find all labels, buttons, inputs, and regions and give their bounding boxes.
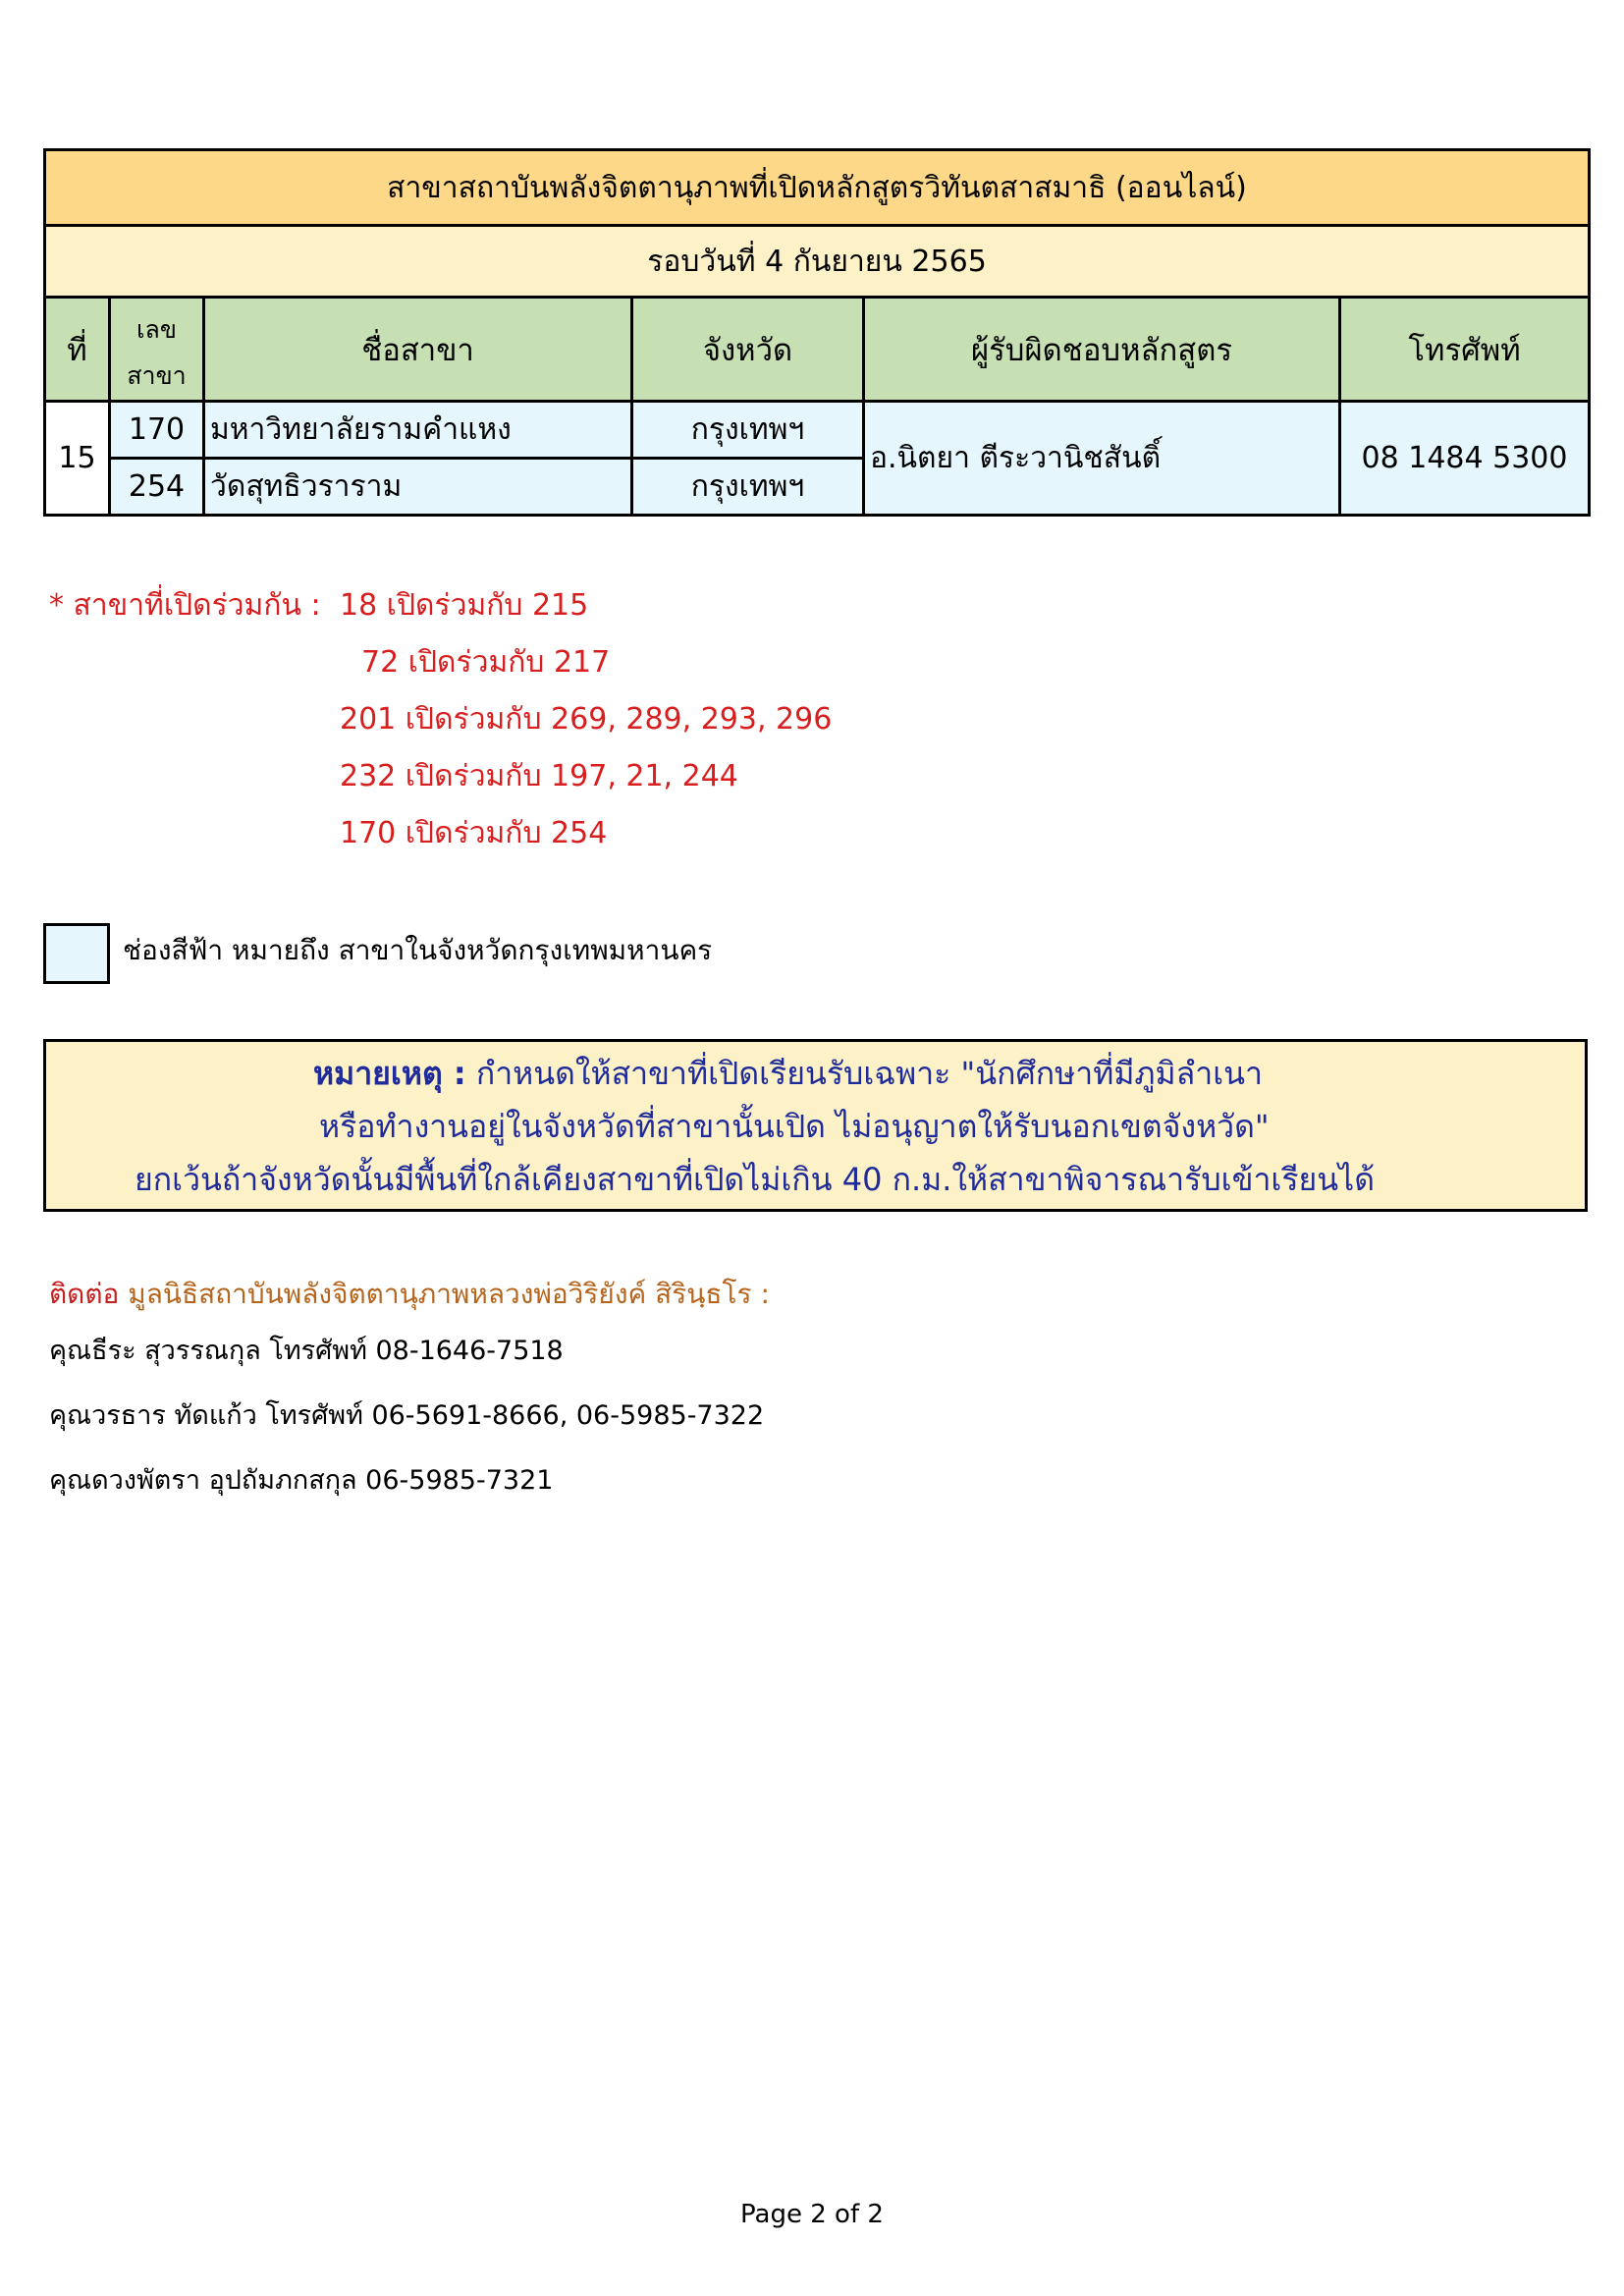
contact-heading <box>49 1269 770 1320</box>
joint-branches-label: * สาขาที่เปิดร่วมกัน : <box>49 588 321 623</box>
header-province: จังหวัด <box>632 298 864 402</box>
header-responsible: ผู้รับผิดชอบหลักสูตร <box>864 298 1340 402</box>
cell-branch-name: มหาวิทยาลัยรามคำแหง <box>204 402 632 459</box>
header-branch-no <box>110 298 204 402</box>
joint-line: 232 เปิดร่วมกับ 197, 21, 244 <box>340 759 738 793</box>
remark-line-1 <box>313 1048 1263 1099</box>
header-branch-no-line2: สาขา <box>127 360 187 390</box>
header-phone: โทรศัพท์ <box>1340 298 1590 402</box>
contact-person: คุณธีระ สุวรรณกุล โทรศัพท์ 08-1646-7518 <box>49 1336 564 1366</box>
cell-branch-name: วัดสุทธิวราราม <box>204 459 632 516</box>
remark-text-1: กำหนดให้สาขาที่เปิดเรียนรับเฉพาะ "นักศึกษาที่มีภูมิลำเนา <box>475 1055 1263 1092</box>
cell-branch-no: 254 <box>110 459 204 516</box>
cell-province: กรุงเทพฯ <box>632 459 864 516</box>
legend-swatch <box>43 923 110 984</box>
page-number: Page 2 of 2 <box>740 2200 884 2229</box>
contact-person: คุณดวงพัตรา อุปถัมภกสกุล 06-5985-7321 <box>49 1465 554 1496</box>
remark-line-2: หรือทำงานอยู่ในจังหวัดที่สาขานั้นเปิด ไม่อนุญาตให้รับนอกเขตจังหวัด" <box>319 1108 1270 1145</box>
table-row <box>45 402 1590 459</box>
cell-province: กรุงเทพฯ <box>632 402 864 459</box>
cell-group-no: 15 <box>45 402 110 516</box>
header-branch-no-line1: เลข <box>136 314 177 344</box>
header-no: ที่ <box>45 298 110 402</box>
joint-line: 201 เปิดร่วมกับ 269, 289, 293, 296 <box>340 702 833 737</box>
joint-line: 18 เปิดร่วมกับ 215 <box>340 588 589 623</box>
table-title: สาขาสถาบันพลังจิตตานุภาพที่เปิดหลักสูตรวิทันตสาสมาธิ (ออนไลน์) <box>45 150 1590 226</box>
branch-table <box>43 148 1591 517</box>
remark-line-3: ยกเว้นถ้าจังหวัดนั้นมีพื้นที่ใกล้เคียงสาขาที่เปิดไม่เกิน 40 ก.ม.ให้สาขาพิจารณารับเข้าเรียนได้ <box>135 1161 1376 1198</box>
joint-line: 170 เปิดร่วมกับ 254 <box>340 816 608 850</box>
remark-box <box>43 1039 1588 1212</box>
cell-responsible: อ.นิตยา ตีระวานิชสันติ์ <box>864 402 1340 516</box>
contact-org: มูลนิธิสถาบันพลังจิตตานุภาพหลวงพ่อวิริยังค์ สิรินฺธโร : <box>128 1278 770 1310</box>
remark-label: หมายเหตุ : <box>313 1055 466 1092</box>
cell-phone: 08 1484 5300 <box>1340 402 1590 516</box>
cell-branch-no: 170 <box>110 402 204 459</box>
header-branch-name: ชื่อสาขา <box>204 298 632 402</box>
contact-person: คุณวรธาร ทัดแก้ว โทรศัพท์ 06-5691-8666, 06-5985-7322 <box>49 1400 765 1431</box>
joint-line: 72 เปิดร่วมกับ 217 <box>361 645 611 680</box>
legend-text: ช่องสีฟ้า หมายถึง สาขาในจังหวัดกรุงเทพมหานคร <box>123 934 713 966</box>
table-round-date: รอบวันที่ 4 กันยายน 2565 <box>45 226 1590 298</box>
contact-label: ติดต่อ <box>49 1278 120 1310</box>
